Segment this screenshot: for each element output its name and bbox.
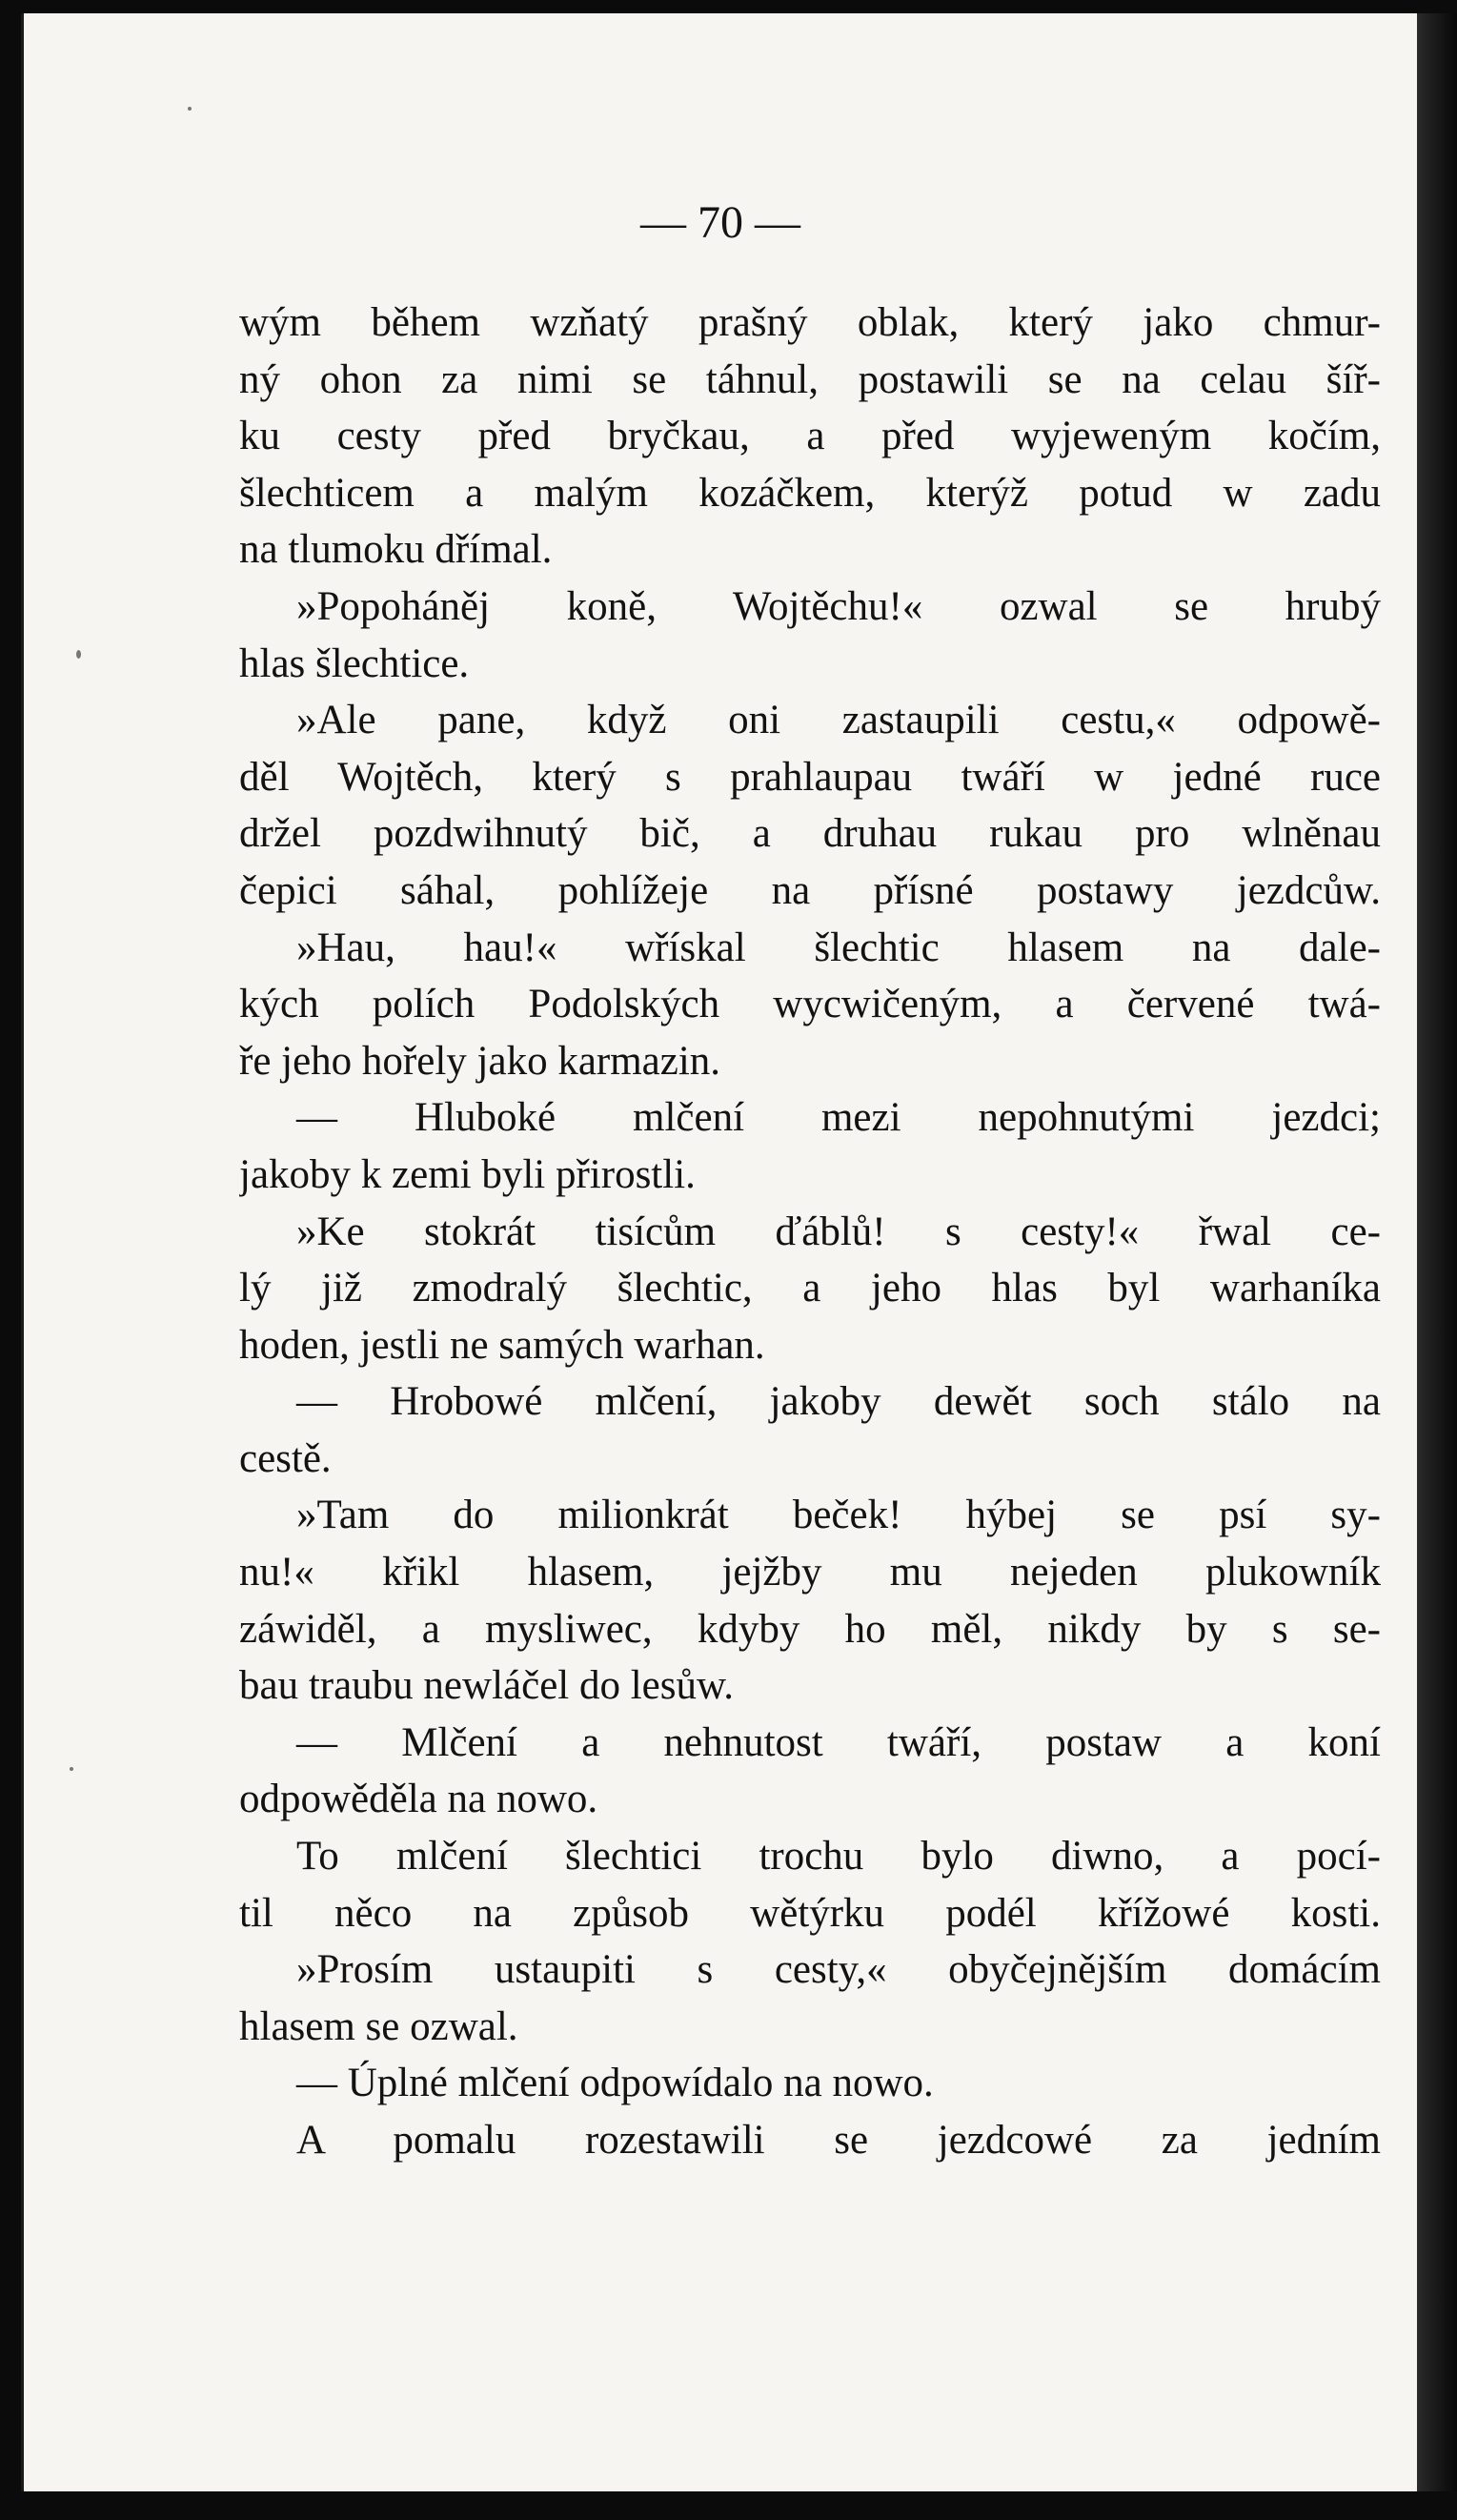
text-line: — Hluboké mlčení mezi nepohnutými jezdci; [296,1095,1381,1141]
text-line: — Mlčení a nehnutost twáří, postaw a koní [296,1719,1381,1765]
text-line: — Hrobowé mlčení, jakoby dewět soch stálo na [296,1379,1381,1425]
text-line: »Prosím ustaupiti s cesty,« obyčejnějším domácím [296,1947,1381,1993]
text-line: wým během wzňatý prašný oblak, který jako chmur- [239,300,1381,345]
text-line: šlechticem a malým kozáčkem, kterýž potud w zadu [239,470,1381,516]
text-line: lý již zmodralý šlechtic, a jeho hlas byl warhaníka [239,1266,1381,1311]
text-line: »Ale pane, když oni zastaupili cestu,« odpowě- [296,698,1381,743]
text-line: »Ke stokrát tisícům ďáblů! s cesty!« řwal ce- [296,1209,1381,1254]
text-line: odpowěděla na nowo. [239,1777,598,1822]
paper-speck [188,107,192,111]
text-line: ku cesty před bryčkau, a před wyjeweným kočím, [239,414,1381,459]
text-line: »Popoháněj koně, Wojtěchu!« ozwal se hrubý [296,583,1381,629]
text-line: ře jeho hořely jako karmazin. [239,1038,721,1084]
text-line: čepici sáhal, pohlížeje na přísné postawy jezdcůw. [239,867,1381,913]
text-line: hlasem se ozwal. [239,2003,518,2049]
text-line: »Hau, hau!« wřískal šlechtic hlasem na dale- [296,925,1381,970]
text-line: hoden, jestli ne samých warhan. [239,1322,765,1368]
text-line: »Tam do milionkrát beček! hýbej se psí sy- [296,1493,1381,1538]
text-line: držel pozdwihnutý bič, a druhau rukau pro wlněnau [239,811,1381,857]
text-line: jakoby k zemi byli přirostli. [239,1151,696,1197]
page-number: — 70 — [640,197,800,248]
text-line: cestě. [239,1435,332,1481]
body-text [239,295,1381,2169]
text-line: nu!« křikl hlasem, jejžby mu nejeden plukowník [239,1550,1381,1595]
text-line: A pomalu rozestawili se jezdcowé za jedním [296,2118,1381,2163]
text-line: — Úplné mlčení odpowídalo na nowo. [296,2061,934,2106]
text-line: til něco na způsob wětýrku podél křížowé kosti. [239,1890,1381,1936]
text-line: záwiděl, a mysliwec, kdyby ho měl, nikdy by s se- [239,1606,1381,1652]
text-line: ný ohon za nimi se táhnul, postawili se na celau šíř- [239,356,1381,402]
text-line: děl Wojtěch, který s prahlaupau twáří w jedné ruce [239,754,1381,800]
paper-speck [76,650,81,659]
text-line: na tlumoku dřímal. [239,527,553,573]
text-line: To mlčení šlechtici trochu bylo diwno, a pocí- [296,1834,1381,1880]
text-line: hlas šlechtice. [239,640,470,686]
text-line: kých polích Podolských wycwičeným, a červené twá- [239,982,1381,1027]
paper-speck [70,1767,73,1771]
book-page [21,13,1417,2491]
text-line: bau traubu newláčel do lesůw. [239,1663,735,1709]
